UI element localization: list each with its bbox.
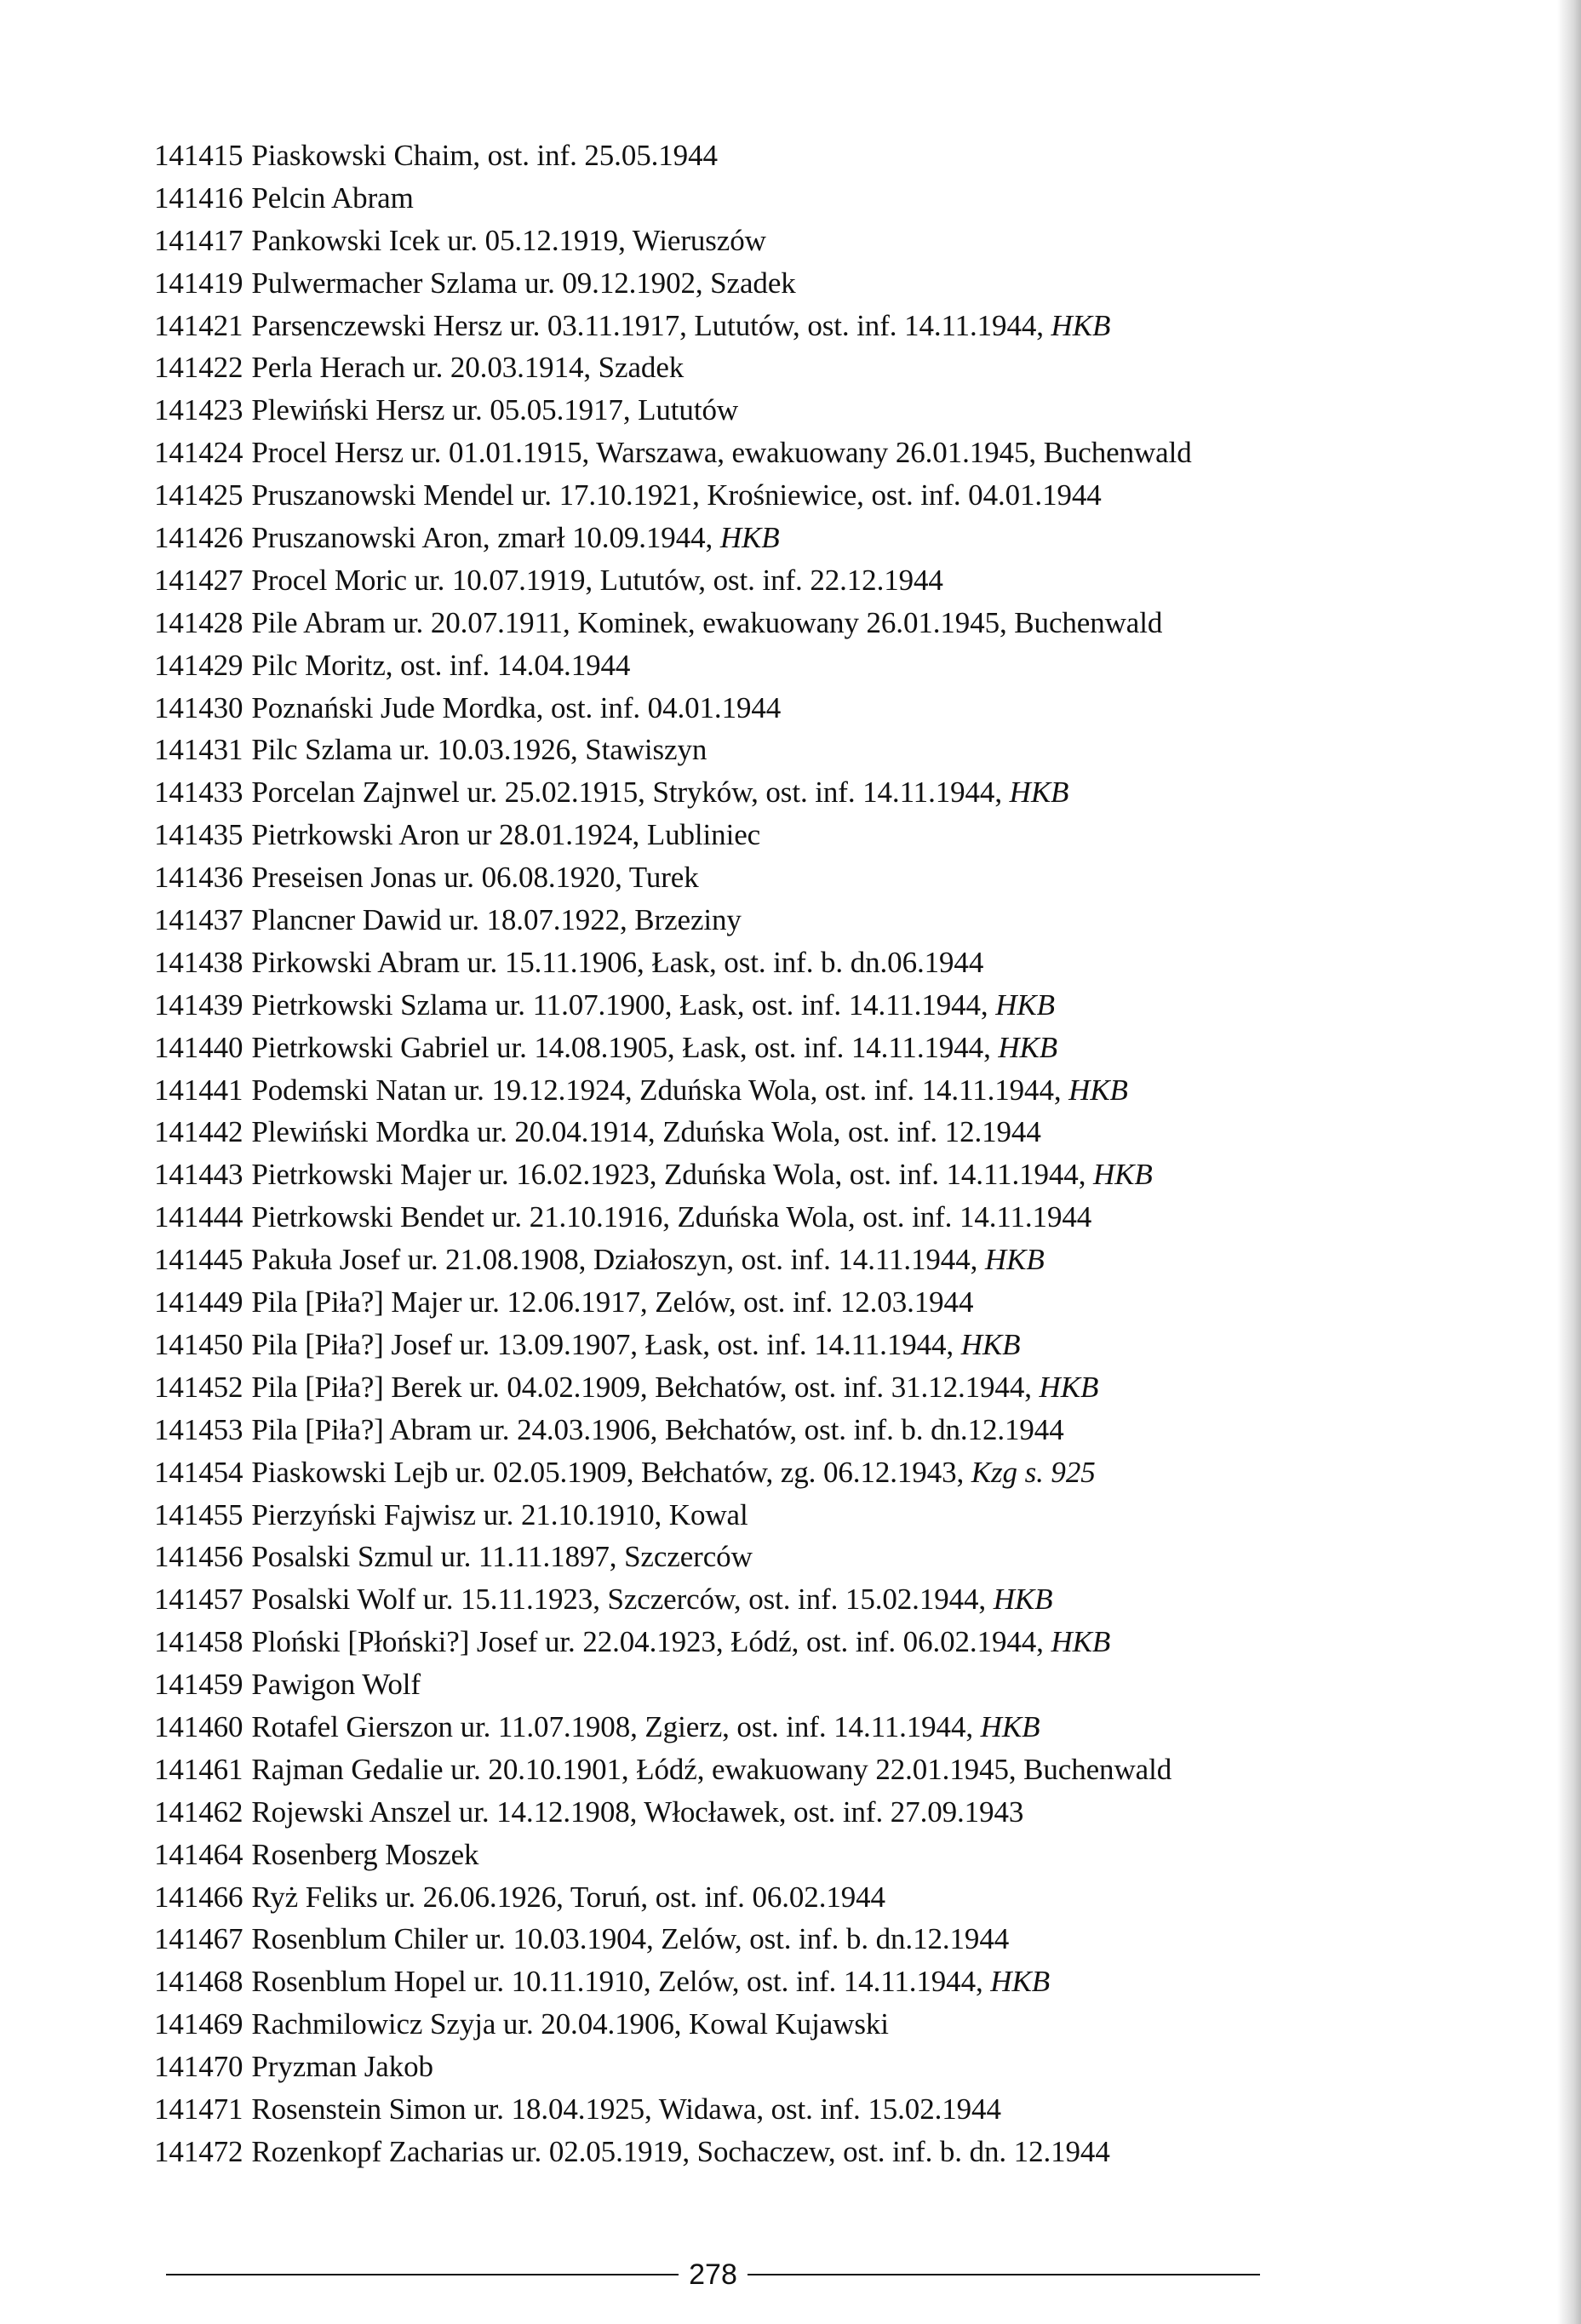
prisoner-details: Podemski Natan ur. 19.12.1924, Zduńska Wola, ost. inf. 14.11.1944,: [251, 1073, 1069, 1107]
prisoner-number: 141469: [154, 2007, 243, 2041]
prisoner-number: 141449: [154, 1285, 243, 1319]
prisoner-details: Perla Herach ur. 20.03.1914, Szadek: [251, 351, 685, 385]
prisoner-details: Pierzyński Fajwisz ur. 21.10.1910, Kowal: [251, 1497, 748, 1531]
list-item: [154, 942, 1482, 984]
prisoner-details: Pila [Piła?] Josef ur. 13.09.1907, Łask, ost. inf. 14.11.1944,: [251, 1327, 961, 1361]
prisoner-details: Pruszanowski Mendel ur. 17.10.1921, Krośniewice, ost. inf. 04.01.1944: [251, 478, 1102, 512]
prisoner-number: 141452: [154, 1370, 243, 1404]
prisoner-number: 141454: [154, 1455, 243, 1489]
prisoner-number: 141444: [154, 1200, 243, 1234]
footer-rule-left: [166, 2274, 679, 2275]
list-item: [154, 1281, 1482, 1324]
source-note: HKB: [1068, 1073, 1128, 1107]
prisoner-details: Ploński [Płoński?] Josef ur. 22.04.1923, Łódź, ost. inf. 06.02.1944,: [251, 1625, 1051, 1659]
source-note: HKB: [1039, 1370, 1099, 1404]
prisoner-details: Pila [Piła?] Majer ur. 12.06.1917, Zelów, ost. inf. 12.03.1944: [251, 1285, 974, 1319]
prisoner-details: Plewiński Mordka ur. 20.04.1914, Zduńska Wola, ost. inf. 12.1944: [251, 1115, 1041, 1149]
prisoner-details: Parsenczewski Hersz ur. 03.11.1917, Lututów, ost. inf. 14.11.1944,: [251, 308, 1051, 342]
prisoner-number: 141431: [154, 733, 243, 767]
list-item: [154, 432, 1482, 474]
prisoner-details: Posalski Szmul ur. 11.11.1897, Szczerców: [251, 1540, 753, 1574]
page-number: 278: [689, 2258, 737, 2291]
prisoner-details: Pietrkowski Bendet ur. 21.10.1916, Zduńska Wola, ost. inf. 14.11.1944: [251, 1200, 1092, 1234]
source-note: HKB: [998, 1030, 1058, 1064]
list-item: [154, 984, 1482, 1027]
prisoner-number: 141427: [154, 563, 243, 597]
list-item: [154, 687, 1482, 730]
prisoner-number: 141433: [154, 776, 243, 810]
prisoner-details: Ryż Feliks ur. 26.06.1926, Toruń, ost. inf. 06.02.1944: [251, 1880, 885, 1914]
list-item: [154, 1153, 1482, 1196]
prisoner-details: Pirkowski Abram ur. 15.11.1906, Łask, ost. inf. b. dn.06.1944: [251, 945, 984, 979]
list-item: [154, 1027, 1482, 1069]
prisoner-details: Rosenblum Hopel ur. 10.11.1910, Zelów, ost. inf. 14.11.1944,: [251, 1965, 991, 1999]
list-item: [154, 517, 1482, 559]
prisoner-details: Pile Abram ur. 20.07.1911, Kominek, ewakuowany 26.01.1945, Buchenwald: [251, 605, 1163, 639]
list-item: [154, 262, 1482, 305]
list-item: [154, 1366, 1482, 1409]
prisoner-number: 141456: [154, 1540, 243, 1574]
prisoner-number: 141416: [154, 180, 243, 215]
prisoner-details: Porcelan Zajnwel ur. 25.02.1915, Stryków, ost. inf. 14.11.1944,: [251, 776, 1010, 810]
prisoner-details: Pryzman Jakob: [251, 2050, 433, 2084]
prisoner-details: Rojewski Anszel ur. 14.12.1908, Włocławek, ost. inf. 27.09.1943: [251, 1795, 1024, 1829]
list-item: [154, 135, 1482, 177]
list-item: [154, 1791, 1482, 1834]
prisoner-details: Rajman Gedalie ur. 20.10.1901, Łódź, ewakuowany 22.01.1945, Buchenwald: [251, 1752, 1172, 1786]
prisoner-number: 141459: [154, 1668, 243, 1702]
prisoner-details: Rotafel Gierszon ur. 11.07.1908, Zgierz, ost. inf. 14.11.1944,: [251, 1709, 981, 1743]
list-item: [154, 814, 1482, 856]
list-item: [154, 2088, 1482, 2131]
prisoner-details: Pietrkowski Szlama ur. 11.07.1900, Łask, ost. inf. 14.11.1944,: [251, 987, 996, 1022]
prisoner-details: Rosenstein Simon ur. 18.04.1925, Widawa, ost. inf. 15.02.1944: [251, 2092, 1001, 2126]
prisoner-number: 141430: [154, 690, 243, 724]
prisoner-details: Rozenkopf Zacharias ur. 02.05.1919, Sochaczew, ost. inf. b. dn. 12.1944: [251, 2134, 1110, 2168]
prisoner-details: Pilc Szlama ur. 10.03.1926, Stawiszyn: [251, 733, 707, 767]
prisoner-number: 141437: [154, 903, 243, 937]
list-item: [154, 1961, 1482, 2003]
list-item: [154, 1749, 1482, 1791]
prisoner-number: 141471: [154, 2092, 243, 2126]
list-item: [154, 1494, 1482, 1537]
page-edge-shadow: [1557, 0, 1581, 2324]
prisoner-details: Pawigon Wolf: [251, 1668, 421, 1702]
list-item: [154, 1324, 1482, 1366]
prisoner-number: 141464: [154, 1837, 243, 1871]
list-item: [154, 474, 1482, 517]
source-note: HKB: [719, 521, 780, 555]
list-item: [154, 1536, 1482, 1578]
list-item: [154, 220, 1482, 262]
prisoner-number: 141462: [154, 1795, 243, 1829]
prisoner-list: [154, 135, 1482, 2173]
prisoner-details: Pila [Piła?] Berek ur. 04.02.1909, Bełchatów, ost. inf. 31.12.1944,: [251, 1370, 1040, 1404]
prisoner-details: Pietrkowski Majer ur. 16.02.1923, Zduńska Wola, ost. inf. 14.11.1944,: [251, 1158, 1093, 1192]
prisoner-number: 141441: [154, 1073, 243, 1107]
prisoner-number: 141426: [154, 521, 243, 555]
list-item: [154, 389, 1482, 432]
list-item: [154, 1111, 1482, 1153]
prisoner-details: Rosenberg Moszek: [251, 1837, 479, 1871]
prisoner-details: Pilc Moritz, ost. inf. 14.04.1944: [251, 648, 631, 682]
source-note: HKB: [1051, 308, 1111, 342]
list-item: [154, 559, 1482, 602]
prisoner-details: Poznański Jude Mordka, ost. inf. 04.01.1944: [251, 690, 782, 724]
prisoner-number: 141436: [154, 861, 243, 895]
list-item: [154, 1069, 1482, 1112]
list-item: [154, 1918, 1482, 1961]
list-item: [154, 1621, 1482, 1663]
list-item: [154, 771, 1482, 814]
prisoner-number: 141438: [154, 945, 243, 979]
list-item: [154, 1578, 1482, 1621]
prisoner-number: 141417: [154, 223, 243, 257]
list-item: [154, 2131, 1482, 2173]
prisoner-details: Posalski Wolf ur. 15.11.1923, Szczerców, ost. inf. 15.02.1944,: [251, 1583, 994, 1617]
prisoner-number: 141423: [154, 393, 243, 427]
prisoner-number: 141424: [154, 436, 243, 470]
prisoner-number: 141419: [154, 266, 243, 300]
list-item: [154, 1451, 1482, 1494]
prisoner-details: Rachmilowicz Szyja ur. 20.04.1906, Kowal Kujawski: [251, 2007, 889, 2041]
source-note: HKB: [993, 1583, 1053, 1617]
prisoner-number: 141458: [154, 1625, 243, 1659]
source-note: HKB: [1093, 1158, 1153, 1192]
prisoner-number: 141467: [154, 1922, 243, 1956]
page-footer: [166, 2258, 1260, 2292]
source-note: HKB: [995, 987, 1055, 1022]
prisoner-number: 141455: [154, 1497, 243, 1531]
source-note: HKB: [960, 1327, 1021, 1361]
prisoner-details: Pietrkowski Aron ur 28.01.1924, Lubliniec: [251, 818, 761, 852]
prisoner-number: 141415: [154, 139, 243, 172]
prisoner-details: Preseisen Jonas ur. 06.08.1920, Turek: [251, 861, 699, 895]
prisoner-details: Procel Hersz ur. 01.01.1915, Warszawa, ewakuowany 26.01.1945, Buchenwald: [251, 436, 1192, 470]
prisoner-details: Plancner Dawid ur. 18.07.1922, Brzeziny: [251, 903, 742, 937]
list-item: [154, 1663, 1482, 1706]
prisoner-details: Pankowski Icek ur. 05.12.1919, Wieruszów: [251, 223, 766, 257]
prisoner-number: 141470: [154, 2050, 243, 2084]
source-note: HKB: [1051, 1625, 1111, 1659]
prisoner-number: 141421: [154, 308, 243, 342]
prisoner-number: 141435: [154, 818, 243, 852]
list-item: [154, 644, 1482, 687]
source-note: HKB: [980, 1709, 1040, 1743]
list-item: [154, 1834, 1482, 1876]
list-item: [154, 1706, 1482, 1749]
list-item: [154, 1876, 1482, 1919]
list-item: [154, 346, 1482, 389]
prisoner-number: 141468: [154, 1965, 243, 1999]
prisoner-number: 141466: [154, 1880, 243, 1914]
prisoner-number: 141440: [154, 1030, 243, 1064]
list-item: [154, 305, 1482, 347]
list-item: [154, 856, 1482, 899]
source-note: HKB: [990, 1965, 1050, 1999]
prisoner-number: 141442: [154, 1115, 243, 1149]
source-note: Kzg s. 925: [971, 1455, 1096, 1489]
prisoner-details: Pelcin Abram: [251, 180, 414, 215]
list-item: [154, 1239, 1482, 1281]
list-item: [154, 899, 1482, 942]
list-item: [154, 2003, 1482, 2046]
source-note: HKB: [1009, 776, 1069, 810]
list-item: [154, 602, 1482, 644]
prisoner-number: 141429: [154, 648, 243, 682]
list-item: [154, 1196, 1482, 1239]
list-item: [154, 1409, 1482, 1451]
list-item: [154, 177, 1482, 220]
prisoner-number: 141428: [154, 605, 243, 639]
list-item: [154, 2046, 1482, 2088]
prisoner-details: Pruszanowski Aron, zmarł 10.09.1944,: [251, 521, 720, 555]
prisoner-number: 141443: [154, 1158, 243, 1192]
prisoner-number: 141461: [154, 1752, 243, 1786]
source-note: HKB: [984, 1243, 1045, 1277]
prisoner-number: 141422: [154, 351, 243, 385]
prisoner-number: 141439: [154, 987, 243, 1022]
prisoner-details: Piaskowski Lejb ur. 02.05.1909, Bełchatów, zg. 06.12.1943,: [251, 1455, 971, 1489]
prisoner-number: 141445: [154, 1243, 243, 1277]
prisoner-details: Piaskowski Chaim, ost. inf. 25.05.1944: [251, 139, 718, 172]
prisoner-number: 141453: [154, 1412, 243, 1446]
prisoner-details: Rosenblum Chiler ur. 10.03.1904, Zelów, ost. inf. b. dn.12.1944: [251, 1922, 1010, 1956]
prisoner-details: Procel Moric ur. 10.07.1919, Lututów, ost. inf. 22.12.1944: [251, 563, 943, 597]
prisoner-number: 141472: [154, 2134, 243, 2168]
prisoner-number: 141460: [154, 1709, 243, 1743]
list-item: [154, 729, 1482, 771]
prisoner-details: Pila [Piła?] Abram ur. 24.03.1906, Bełchatów, ost. inf. b. dn.12.1944: [251, 1412, 1064, 1446]
prisoner-number: 141450: [154, 1327, 243, 1361]
prisoner-number: 141457: [154, 1583, 243, 1617]
prisoner-number: 141425: [154, 478, 243, 512]
prisoner-details: Plewiński Hersz ur. 05.05.1917, Lututów: [251, 393, 739, 427]
prisoner-details: Pulwermacher Szlama ur. 09.12.1902, Szadek: [251, 266, 796, 300]
footer-rule-right: [748, 2274, 1260, 2275]
prisoner-details: Pietrkowski Gabriel ur. 14.08.1905, Łask, ost. inf. 14.11.1944,: [251, 1030, 999, 1064]
prisoner-details: Pakuła Josef ur. 21.08.1908, Działoszyn, ost. inf. 14.11.1944,: [251, 1243, 985, 1277]
